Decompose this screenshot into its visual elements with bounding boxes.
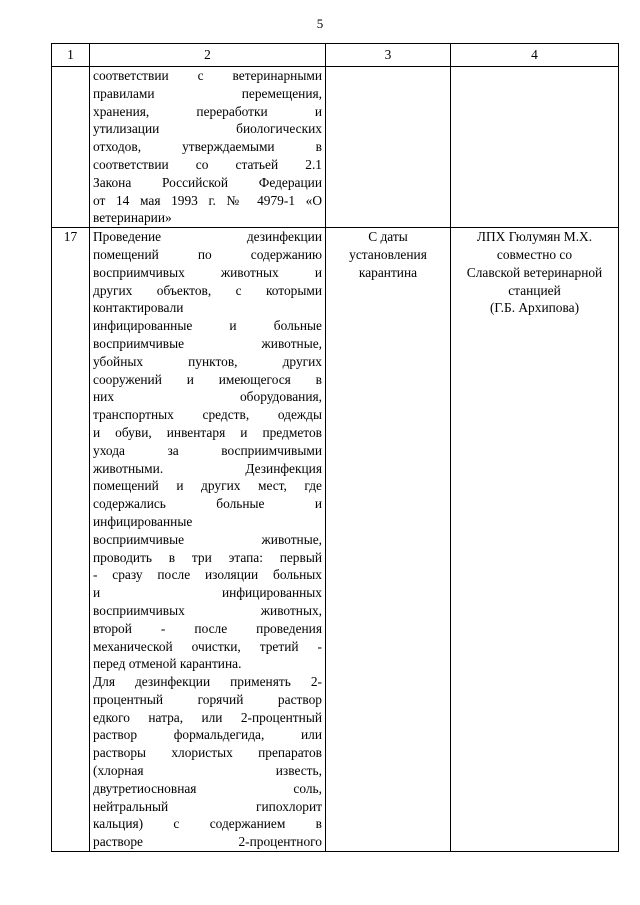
responsible-cell	[451, 67, 619, 228]
text-line: процентный горячий раствор	[93, 691, 322, 707]
text-line: убойных пунктов, других	[93, 353, 322, 369]
table-row-continuation	[52, 67, 619, 228]
text-line: карантина	[358, 264, 418, 280]
responsible-cell	[451, 228, 619, 852]
text-line: совместно со	[496, 246, 573, 262]
text-line: инфицированные и больные	[93, 318, 322, 334]
text-line: двутретиосновная соль,	[93, 780, 322, 796]
text-line: и обуви, инвентаря и предметов	[93, 424, 322, 440]
text-line: отходов, утверждаемыми в	[93, 139, 322, 155]
text-line: восприимчивых животных и	[93, 264, 322, 280]
text-line: помещений по содержанию	[93, 246, 322, 262]
text-line: Для дезинфекции применять 2-	[93, 674, 322, 690]
measures-table	[51, 43, 619, 852]
text-line: нейтральный гипохлорит	[93, 798, 322, 814]
header-col-1: 1	[52, 44, 90, 67]
text-line: Проведение дезинфекции	[93, 229, 322, 245]
text-line: соответствии со статьей 2.1	[93, 156, 322, 172]
text-line: установления	[349, 246, 427, 262]
text-line: контактировали	[93, 300, 184, 316]
text-line: от 14 мая 1993 г. № 4979-1 «О	[93, 192, 322, 208]
text-line: восприимчивых животных,	[93, 602, 322, 618]
text-line: ветеринарии»	[93, 210, 172, 226]
text-line: правилами перемещения,	[93, 85, 322, 101]
text-line: проводить в три этапа: первый	[93, 549, 322, 565]
table-row-17	[52, 228, 619, 852]
text-line: - сразу после изоляции больных	[93, 567, 322, 583]
text-line: С даты	[368, 229, 408, 245]
text-line: раствор формальдегида, или	[93, 727, 322, 743]
row-number-cell	[52, 67, 90, 228]
text-line: Закона Российской Федерации	[93, 174, 322, 190]
text-line: транспортных средств, одежды	[93, 407, 322, 423]
deadline-cell	[326, 228, 451, 852]
text-line: (хлорная известь,	[93, 763, 322, 779]
text-line: кальция) с содержанием в	[93, 816, 322, 832]
text-line: растворы хлористых препаратов	[93, 745, 322, 761]
row-number-cell: 17	[52, 228, 90, 852]
deadline-cell	[326, 67, 451, 228]
page-number: 5	[316, 16, 324, 31]
text-line: помещений и других мест, где	[93, 478, 322, 494]
text-line: восприимчивые животные,	[93, 531, 322, 547]
text-line: (Г.Б. Архипова)	[489, 300, 580, 316]
text-line: станцией	[508, 282, 561, 298]
text-line: ухода за восприимчивыми	[93, 442, 322, 458]
text-line: инфицированные	[93, 513, 193, 529]
text-line: животными. Дезинфекция	[93, 460, 322, 476]
measure-description-cell	[90, 67, 326, 228]
text-line: перед отменой карантина.	[93, 656, 242, 672]
text-line: едкого натра, или 2-процентный	[93, 709, 322, 725]
table-header-row	[52, 44, 619, 67]
text-line: соответствии с ветеринарными	[93, 68, 322, 83]
header-col-4: 4	[451, 44, 619, 67]
text-line: них оборудования,	[93, 389, 322, 405]
text-line: содержались больные и	[93, 496, 322, 512]
text-line: механической очистки, третий -	[93, 638, 322, 654]
text-line: восприимчивые животные,	[93, 335, 322, 351]
text-line: других объектов, с которыми	[93, 282, 322, 298]
text-line: сооружений и имеющегося в	[93, 371, 322, 387]
text-line: и инфицированных	[93, 585, 322, 601]
header-col-3: 3	[326, 44, 451, 67]
text-line: Славской ветеринарной	[466, 264, 603, 280]
text-line: утилизации биологических	[93, 121, 322, 137]
text-line: хранения, переработки и	[93, 103, 322, 119]
text-line: второй - после проведения	[93, 620, 322, 636]
text-line: ЛПХ Гюлумян М.Х.	[476, 229, 593, 245]
text-line: растворе 2-процентного	[93, 834, 322, 850]
measure-description-cell	[90, 228, 326, 852]
header-col-2: 2	[90, 44, 326, 67]
